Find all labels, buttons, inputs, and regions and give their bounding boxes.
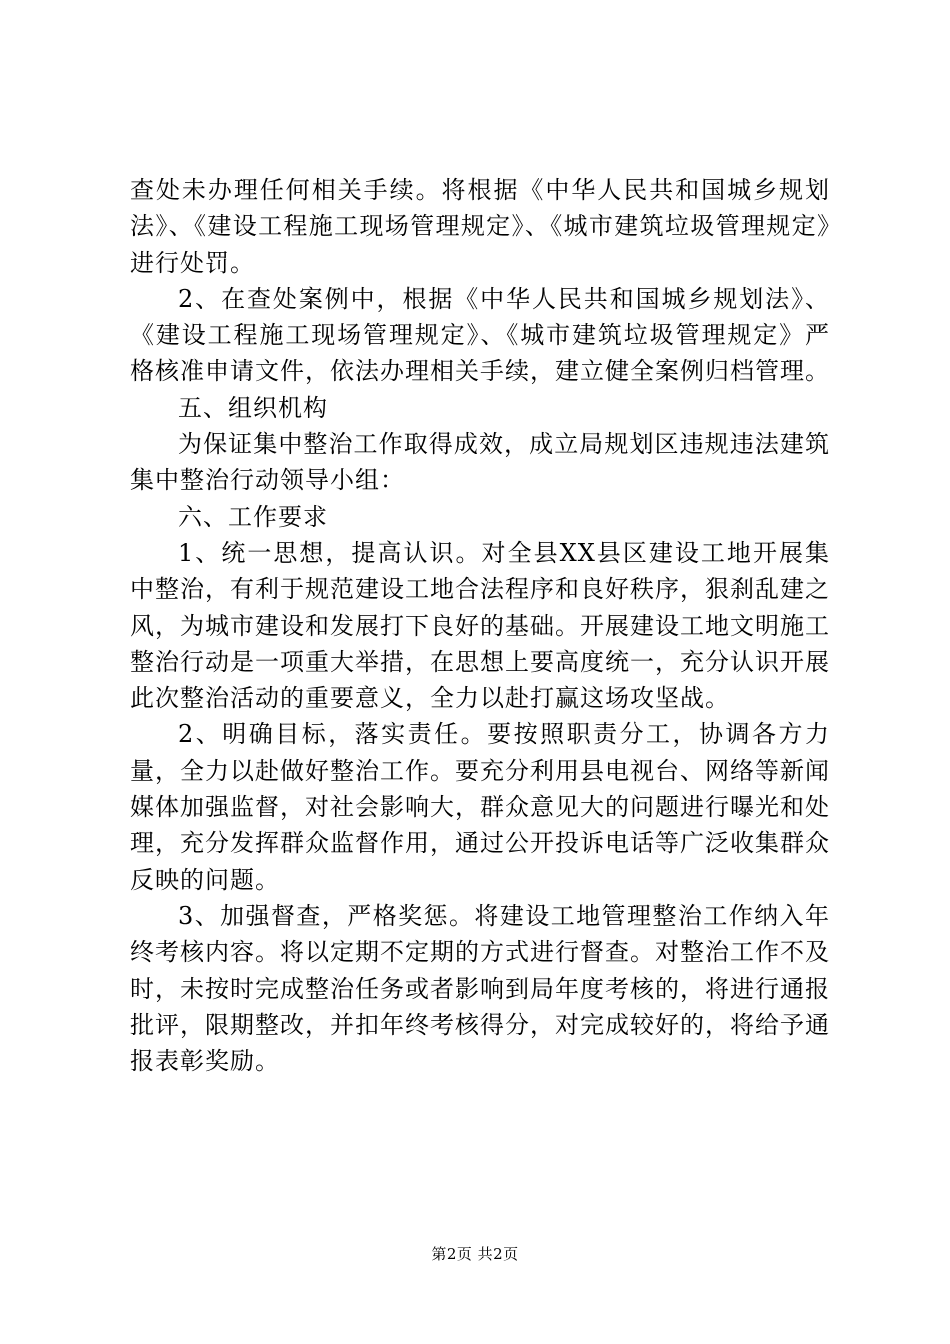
paragraph-requirement-1: 1、统一思想，提高认识。对全县XX县区建设工地开展集中整治，有利于规范建设工地合法程序和良好秩序，狠刹乱建之风，为城市建设和发展打下良好的基础。开展建设工地文明施工整治行动是一项重大举措，在思想上要高度统一，充分认识开展此次整治活动的重要意义，全力以赴打赢这场攻坚战。: [130, 538, 830, 713]
paragraph-item-2: 2、在查处案例中，根据《中华人民共和国城乡规划法》、《建设工程施工现场管理规定》、《城市建筑垃圾管理规定》严格核准申请文件，依法办理相关手续，建立健全案例归档管理。: [130, 284, 830, 386]
paragraph-requirement-3: 3、加强督查，严格奖惩。将建设工地管理整治工作纳入年终考核内容。将以定期不定期的方式进行督查。对整治工作不及时，未按时完成整治任务或者影响到局年度考核的，将进行通报批评，限期整改，并扣年终考核得分，对完成较好的，将给予通报表彰奖励。: [130, 901, 830, 1076]
paragraph-continuation: 查处未办理任何相关手续。将根据《中华人民共和国城乡规划法》、《建设工程施工现场管理规定》、《城市建筑垃圾管理规定》进行处罚。: [130, 176, 830, 277]
section-heading-organization: 五、组织机构: [178, 393, 328, 422]
paragraph-organization: 为保证集中整治工作取得成效，成立局规划区违规违法建筑集中整治行动领导小组：: [130, 430, 830, 495]
page-number-label: 第2页 共2页: [431, 1245, 519, 1263]
paragraph-requirement-2: 2、明确目标，落实责任。要按照职责分工，协调各方力量，全力以赴做好整治工作。要充分利用县电视台、网络等新闻媒体加强监督，对社会影响大，群众意见大的问题进行曝光和处理，充分发挥群众监督作用，通过公开投诉电话等广泛收集群众反映的问题。: [130, 720, 830, 894]
document-body: [130, 172, 830, 1079]
page-footer: [0, 1244, 950, 1264]
section-heading-requirements: 六、工作要求: [178, 502, 328, 531]
